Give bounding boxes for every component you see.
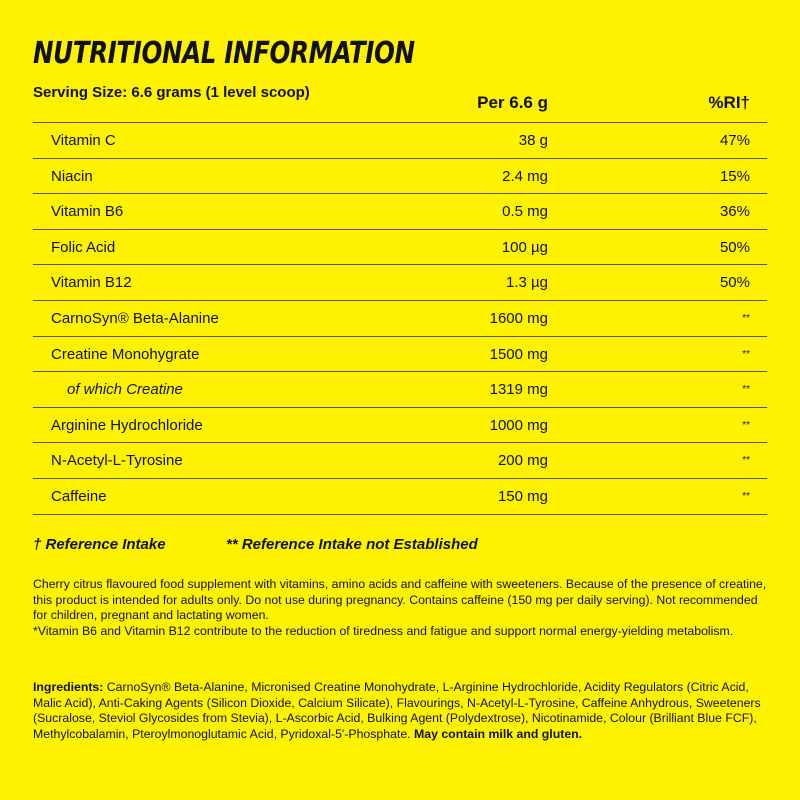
ingredients-list (33, 680, 773, 743)
ingredients-label: Ingredients: (33, 680, 104, 694)
nutrient-amount: 1000 mg (489, 416, 548, 434)
nutrient-ri: 50% (719, 238, 750, 256)
nutrient-ri: 50% (719, 274, 750, 292)
nutrient-name: Niacin (51, 167, 93, 185)
table-row (33, 337, 767, 373)
nutrient-name: Creatine Monohygrate (51, 345, 200, 363)
table-row (33, 301, 767, 337)
description-paragraph: *Vitamin B6 and Vitamin B12 contribute to the reduction of tiredness and fatigue and support normal energy-yielding metabolism. (33, 624, 734, 639)
nutrient-ri: ** (742, 312, 750, 324)
table-row (33, 159, 767, 195)
allergen-warning: May contain milk and gluten. (414, 727, 583, 742)
nutrient-amount: 0.5 mg (502, 203, 548, 221)
nutrient-name: Folic Acid (51, 238, 116, 256)
column-header-ri: %RI† (708, 93, 750, 112)
page-title: NUTRITIONAL INFORMATION (33, 36, 415, 71)
nutrient-ri: 15% (719, 167, 750, 185)
product-description (33, 577, 773, 640)
nutrient-amount: 1.3 µg (505, 274, 548, 292)
nutrient-amount: 1319 mg (489, 381, 548, 399)
serving-size: Serving Size: 6.6 grams (1 level scoop) (33, 84, 310, 101)
nutrient-amount: 200 mg (497, 452, 548, 470)
table-row (33, 408, 767, 444)
nutrient-ri: 47% (719, 132, 750, 149)
nutrient-name: of which Creatine (67, 381, 183, 399)
nutrient-ri: ** (742, 490, 750, 502)
nutrient-amount: 2.4 mg (502, 167, 548, 185)
nutrient-amount: 38 g (518, 132, 548, 149)
table-row (33, 230, 767, 266)
nutrient-ri: 36% (719, 203, 750, 221)
nutrient-name: N-Acetyl-L-Tyrosine (51, 452, 183, 470)
nutrient-ri: ** (742, 348, 750, 360)
table-row (33, 479, 767, 515)
nutrient-name: Vitamin B12 (51, 274, 132, 292)
nutrient-ri: ** (742, 455, 750, 467)
nutrient-name: Vitamin C (51, 132, 116, 149)
nutrient-ri: ** (742, 384, 750, 396)
nutrient-amount: 1600 mg (489, 309, 548, 327)
nutrient-amount: 1500 mg (489, 345, 548, 363)
table-row (33, 372, 767, 408)
nutrient-amount: 150 mg (497, 487, 548, 505)
nutrient-amount: 100 µg (501, 238, 548, 256)
footnote-reference-intake: † Reference Intake (33, 536, 166, 553)
ingredients-text: CarnoSyn® Beta-Alanine, Micronised Creatine Monohydrate, L-Arginine Hydrochloride, Acidity Regulators (Citric Acid, Malic Acid), Anti-Caking Agents (Silicon Dioxide, Calcium Silicate), Flavourings, N-Acetyl-L-Tyrosine, Caffeine Anhydrous, Sweeteners (Sucralose, Steviol Glycosides from Stevia), L-Ascorbic Acid, Bulking Agent (Polydextrose), Nicotinamide, Colour (Brilliant Blue FCF), Methylcobalamin, Pteroylmonoglutamic Acid, Pyridoxal-5'-Phosphate. (33, 680, 761, 742)
nutrient-name: Caffeine (51, 487, 107, 505)
nutrient-name: Vitamin B6 (51, 203, 124, 221)
nutrient-name: CarnoSyn® Beta-Alanine (51, 309, 219, 327)
column-header-per-serving: Per 6.6 g (477, 93, 548, 112)
footnotes (33, 536, 478, 553)
nutrition-table (33, 87, 767, 515)
nutrient-ri: ** (742, 419, 750, 431)
table-row (33, 123, 767, 159)
table-row (33, 443, 767, 479)
nutrient-name: Arginine Hydrochloride (51, 416, 203, 434)
footnote-not-established: ** Reference Intake not Established (226, 536, 478, 553)
table-row (33, 194, 767, 230)
table-row (33, 265, 767, 301)
table-header (33, 87, 767, 123)
description-paragraph: Cherry citrus flavoured food supplement with vitamins, amino acids and caffeine with sweeteners. Because of the presence of creatine, this product is intended for adults only. Do not use during pregnancy. Contains caffeine (150 mg per daily serving). Not recommended for children, pregnant and lactating women. (33, 577, 767, 623)
